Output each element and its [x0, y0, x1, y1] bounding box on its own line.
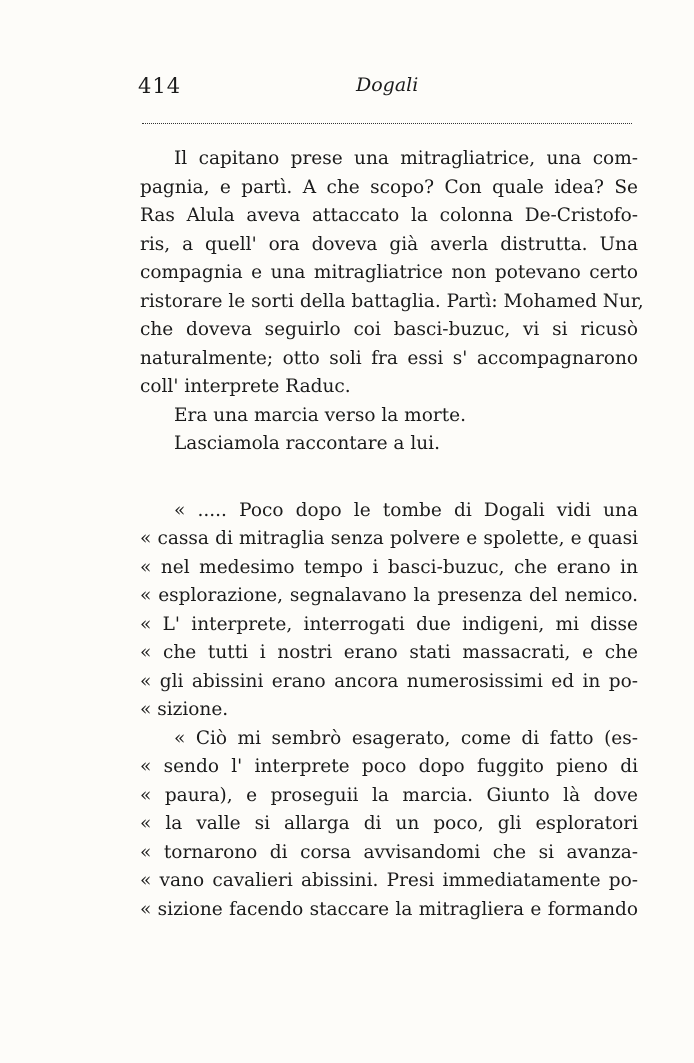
quote-line: « vano cavalieri abissini. Presi immediatamente po-: [140, 870, 638, 891]
text-line: Lasciamola raccontare a lui.: [174, 433, 440, 454]
quote-line: « nel medesimo tempo i basci-buzuc, che erano in: [140, 556, 638, 578]
text-line: compagnia e una mitragliatrice non potevano certo: [140, 262, 638, 283]
text-line: pagnia, e partì. A che scopo? Con quale idea? Se: [140, 176, 638, 198]
running-title: Dogali: [356, 74, 419, 96]
header-rule: [142, 123, 632, 124]
quote-line: « ..... Poco dopo le tombe di Dogali vidi una: [174, 499, 638, 521]
page-number: 414: [138, 74, 182, 98]
text-line: ristorare le sorti della battaglia. Partì: Mohamed Nur,: [140, 290, 644, 312]
quote-line: « L' interprete, interrogati due indigeni, mi disse: [140, 613, 638, 635]
quote-line: « gli abissini erano ancora numerosissimi ed in po-: [140, 670, 638, 692]
quote-line: « tornarono di corsa avvisandomi che si avanza-: [140, 841, 638, 863]
quote-line: « Ciò mi sembrò esagerato, come di fatto (es-: [174, 727, 638, 749]
text-line: Ras Alula aveva attaccato la colonna De-Cristofo-: [140, 205, 638, 226]
text-line: Era una marcia verso la morte.: [174, 404, 466, 426]
text-line: Il capitano prese una mitragliatrice, una com-: [174, 148, 638, 169]
quote-line: « cassa di mitraglia senza polvere e spolette, e quasi: [140, 528, 638, 549]
text-line: che doveva seguirlo coi basci-buzuc, vi si ricusò: [140, 319, 638, 340]
quote-line: « sizione.: [140, 699, 229, 720]
text-line: ris, a quell' ora doveva già averla distrutta. Una: [140, 233, 638, 255]
quote-line: « sendo l' interprete poco dopo fuggito pieno di: [140, 756, 638, 777]
quote-line: « la valle si allarga di un poco, gli esploratori: [140, 813, 638, 834]
text-line: coll' interprete Raduc.: [140, 376, 351, 397]
body-text: [140, 145, 644, 924]
section-gap: [140, 459, 638, 497]
quote-line: « esplorazione, segnalavano la presenza del nemico.: [140, 585, 638, 606]
quote-line: « che tutti i nostri erano stati massacrati, e che: [140, 642, 638, 663]
quote-line: « sizione facendo staccare la mitragliera e formando: [140, 898, 638, 920]
text-line: naturalmente; otto soli fra essi s' accompagnarono: [140, 347, 638, 369]
page-header: [138, 74, 640, 104]
quote-line: « paura), e proseguii la marcia. Giunto là dove: [140, 784, 638, 806]
